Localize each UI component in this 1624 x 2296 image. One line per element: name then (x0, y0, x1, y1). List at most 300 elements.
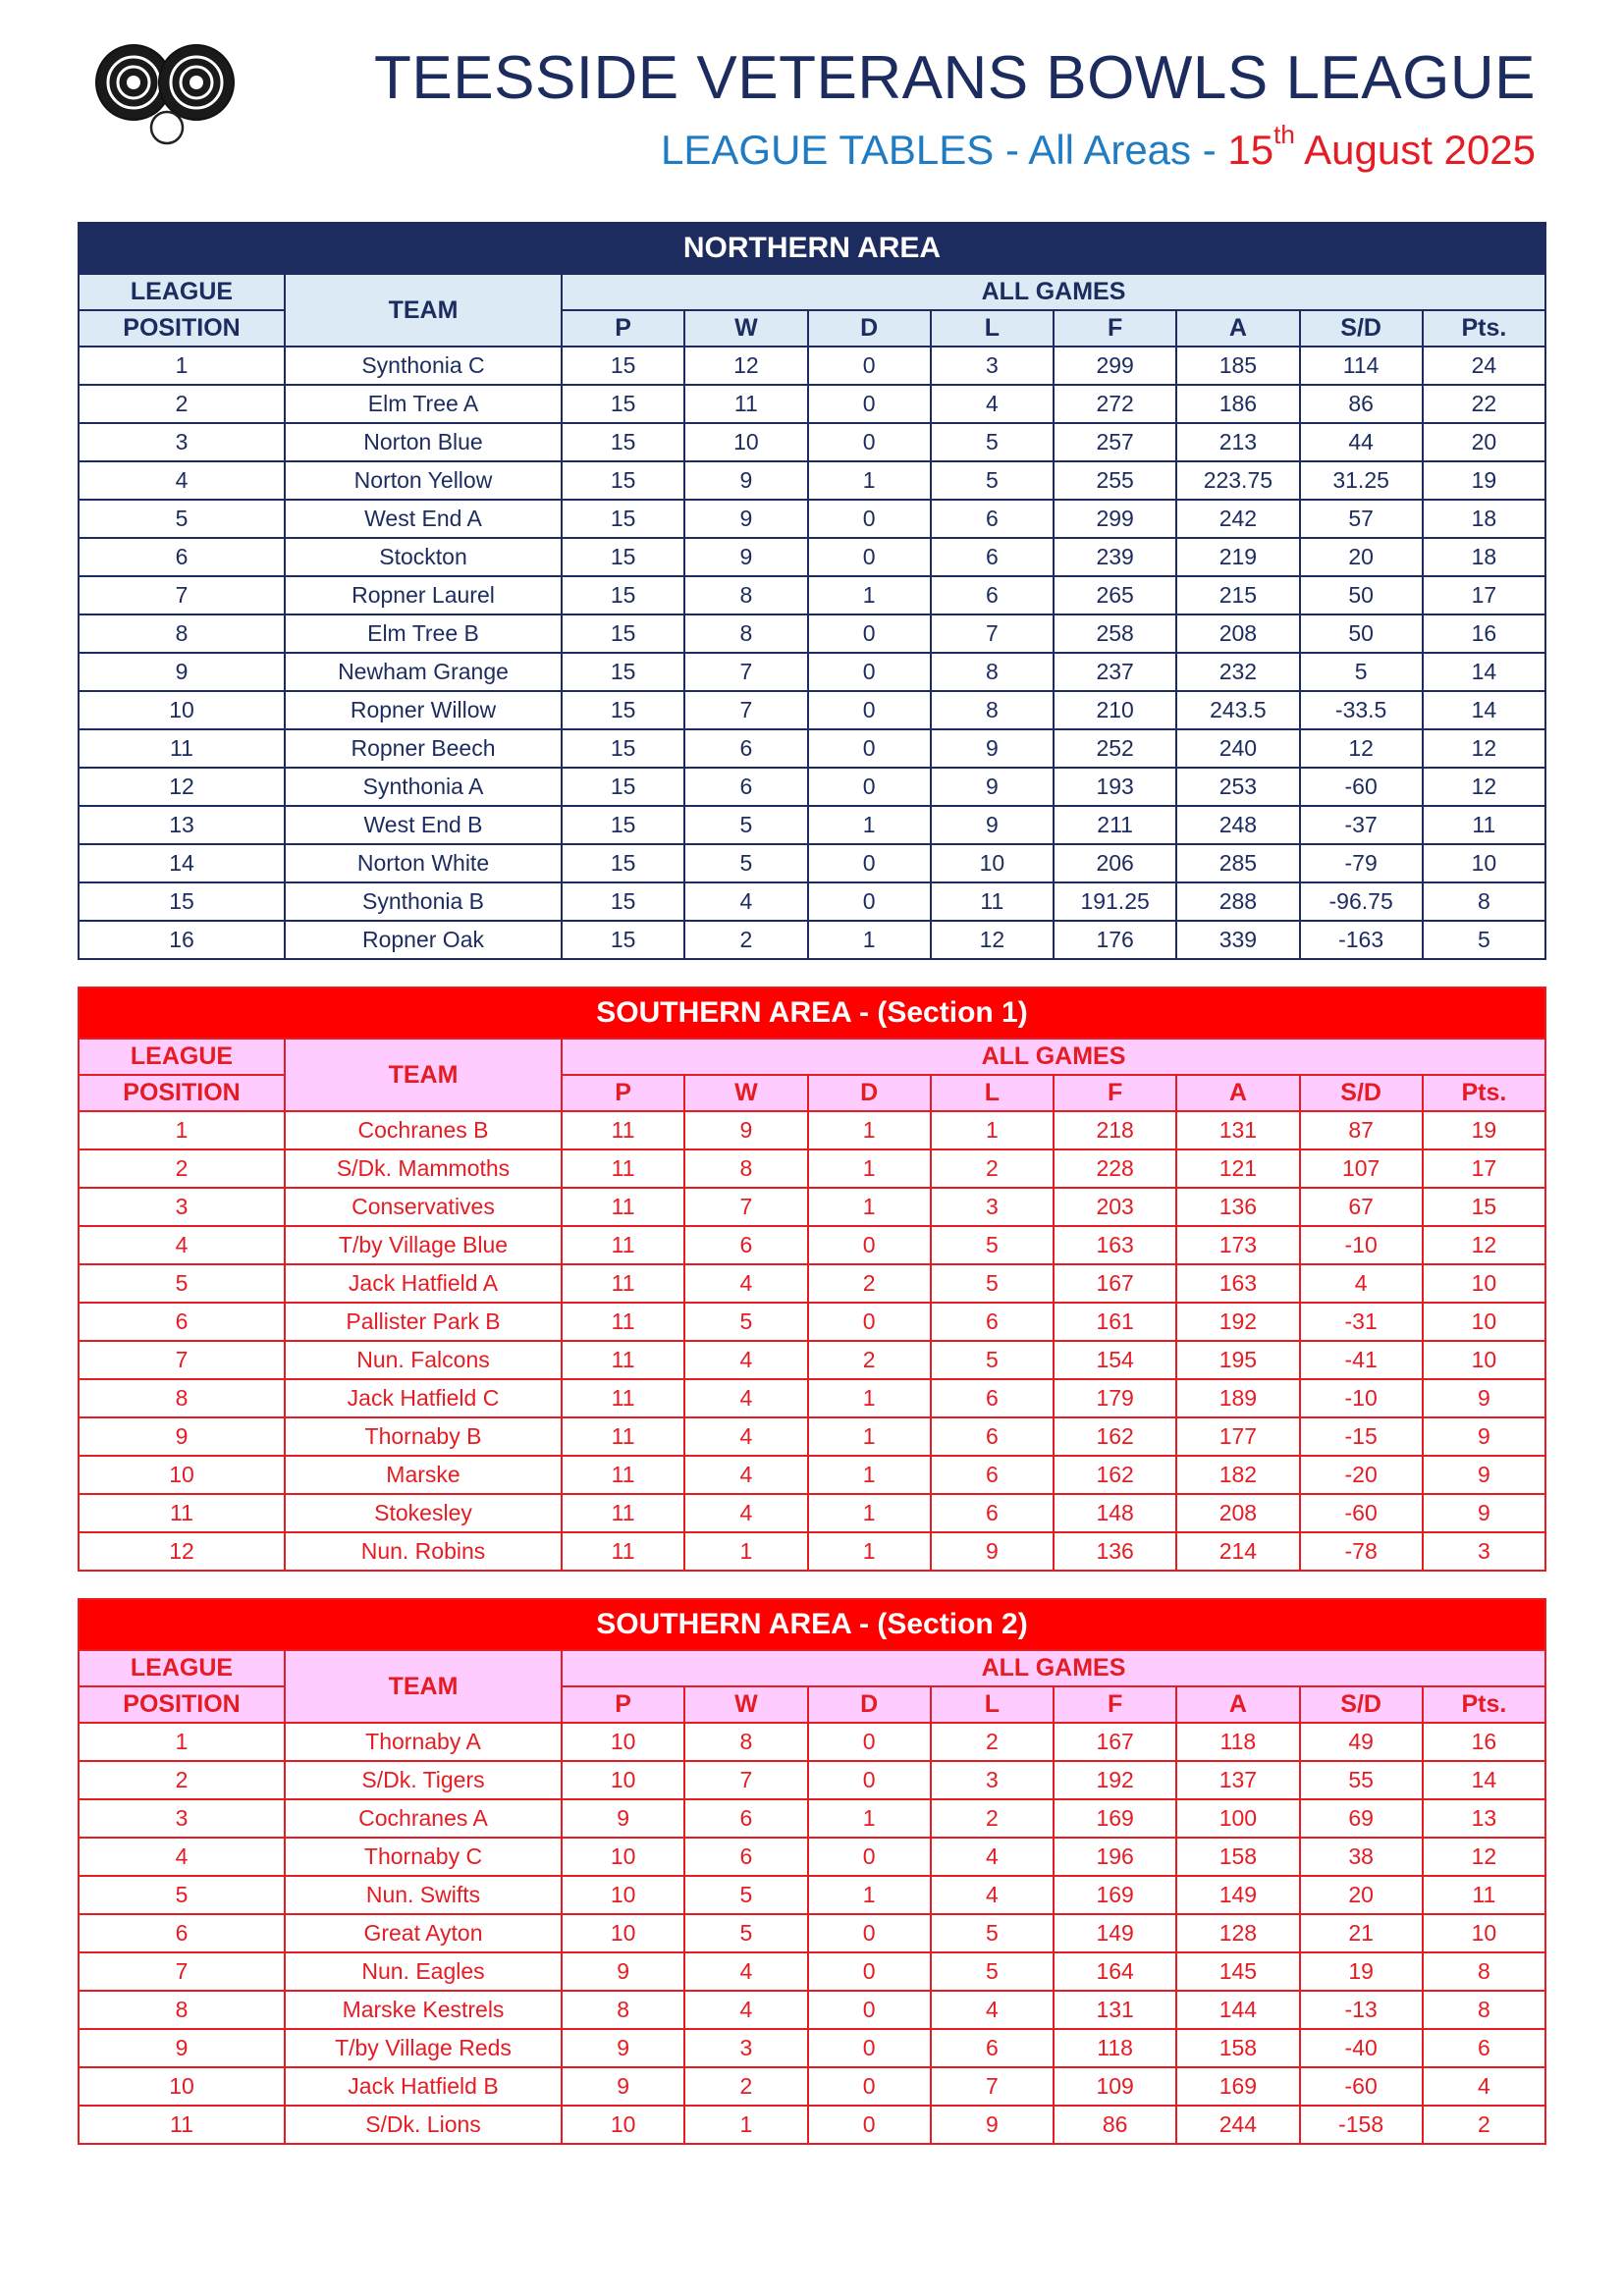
cell-lost: 2 (931, 1799, 1054, 1838)
cell-against: 145 (1176, 1952, 1299, 1991)
cell-team: S/Dk. Lions (285, 2106, 562, 2144)
table-row (79, 1341, 1545, 1379)
cell-drawn: 0 (808, 1226, 931, 1264)
cell-against: 240 (1176, 729, 1299, 768)
table-row (79, 1303, 1545, 1341)
cell-lost: 6 (931, 1303, 1054, 1341)
table-row (79, 1149, 1545, 1188)
cell-drawn: 0 (808, 844, 931, 882)
table-row (79, 729, 1545, 768)
cell-team: Thornaby B (285, 1417, 562, 1456)
cell-team: Cochranes A (285, 1799, 562, 1838)
cell-position: 7 (79, 1952, 285, 1991)
cell-points: 14 (1423, 1761, 1545, 1799)
cell-points: 11 (1423, 806, 1545, 844)
stat-header-for: F (1054, 1686, 1176, 1723)
cell-team: Elm Tree A (285, 385, 562, 423)
cell-team: Thornaby A (285, 1723, 562, 1761)
table-title-section: (Section 1) (877, 996, 1028, 1029)
table-row (79, 653, 1545, 691)
cell-team: Marske Kestrels (285, 1991, 562, 2029)
cell-team: Ropner Laurel (285, 576, 562, 614)
cell-for: 154 (1054, 1341, 1176, 1379)
cell-position: 4 (79, 461, 285, 500)
cell-drawn: 1 (808, 576, 931, 614)
cell-team: Norton Blue (285, 423, 562, 461)
cell-position: 7 (79, 1341, 285, 1379)
table-row (79, 461, 1545, 500)
cell-team: Cochranes B (285, 1111, 562, 1149)
table-row (79, 2067, 1545, 2106)
table-row (79, 1379, 1545, 1417)
stat-header-points: Pts. (1423, 1075, 1545, 1111)
bowls-logo (90, 37, 242, 147)
cell-won: 12 (684, 347, 807, 385)
stat-header-won: W (684, 1686, 807, 1723)
cell-position: 4 (79, 1838, 285, 1876)
cell-against: 189 (1176, 1379, 1299, 1417)
cell-played: 8 (562, 1991, 684, 2029)
cell-shot-difference: -96.75 (1300, 882, 1423, 921)
cell-for: 252 (1054, 729, 1176, 768)
cell-team: Synthonia C (285, 347, 562, 385)
cell-for: 206 (1054, 844, 1176, 882)
cell-lost: 6 (931, 1456, 1054, 1494)
cell-position: 10 (79, 2067, 285, 2106)
cell-shot-difference: -20 (1300, 1456, 1423, 1494)
team-header: TEAM (285, 1650, 562, 1723)
cell-shot-difference: 4 (1300, 1264, 1423, 1303)
cell-won: 4 (684, 1952, 807, 1991)
cell-against: 182 (1176, 1456, 1299, 1494)
cell-team: Conservatives (285, 1188, 562, 1226)
cell-won: 11 (684, 385, 807, 423)
cell-points: 16 (1423, 1723, 1545, 1761)
cell-position: 5 (79, 1264, 285, 1303)
table-title-main: NORTHERN AREA (682, 232, 942, 264)
cell-played: 15 (562, 729, 684, 768)
cell-won: 7 (684, 1188, 807, 1226)
cell-position: 16 (79, 921, 285, 959)
cell-position: 3 (79, 1799, 285, 1838)
cell-shot-difference: 57 (1300, 500, 1423, 538)
cell-for: 131 (1054, 1991, 1176, 2029)
cell-for: 176 (1054, 921, 1176, 959)
team-header: TEAM (285, 1039, 562, 1111)
cell-team: Elm Tree B (285, 614, 562, 653)
stat-header-for: F (1054, 310, 1176, 347)
cell-team: Pallister Park B (285, 1303, 562, 1341)
cell-won: 6 (684, 729, 807, 768)
cell-for: 148 (1054, 1494, 1176, 1532)
cell-won: 8 (684, 1149, 807, 1188)
cell-lost: 6 (931, 538, 1054, 576)
cell-drawn: 0 (808, 1761, 931, 1799)
cell-won: 3 (684, 2029, 807, 2067)
cell-won: 9 (684, 538, 807, 576)
stat-header-shot-difference: S/D (1300, 1075, 1423, 1111)
position-header: POSITION (79, 310, 285, 347)
cell-won: 4 (684, 1417, 807, 1456)
cell-drawn: 0 (808, 1952, 931, 1991)
cell-against: 208 (1176, 1494, 1299, 1532)
cell-played: 11 (562, 1379, 684, 1417)
all-games-header: ALL GAMES (562, 1650, 1545, 1686)
cell-drawn: 0 (808, 1914, 931, 1952)
table-row (79, 921, 1545, 959)
cell-for: 299 (1054, 500, 1176, 538)
cell-position: 15 (79, 882, 285, 921)
table-row (79, 347, 1545, 385)
subtitle-ordinal: th (1273, 120, 1295, 149)
cell-points: 12 (1423, 1226, 1545, 1264)
cell-position: 6 (79, 1914, 285, 1952)
table-row (79, 1532, 1545, 1571)
cell-against: 100 (1176, 1799, 1299, 1838)
table-row (79, 1494, 1545, 1532)
cell-for: 162 (1054, 1456, 1176, 1494)
page-title: TEESSIDE VETERANS BOWLS LEAGUE (374, 44, 1536, 112)
cell-drawn: 1 (808, 1456, 931, 1494)
table-row (79, 538, 1545, 576)
cell-shot-difference: 20 (1300, 1876, 1423, 1914)
cell-won: 7 (684, 653, 807, 691)
cell-shot-difference: 86 (1300, 385, 1423, 423)
cell-played: 10 (562, 1876, 684, 1914)
cell-played: 15 (562, 461, 684, 500)
cell-won: 1 (684, 2106, 807, 2144)
cell-points: 13 (1423, 1799, 1545, 1838)
cell-against: 223.75 (1176, 461, 1299, 500)
table-row (79, 614, 1545, 653)
cell-points: 16 (1423, 614, 1545, 653)
cell-for: 228 (1054, 1149, 1176, 1188)
cell-points: 12 (1423, 729, 1545, 768)
cell-against: 214 (1176, 1532, 1299, 1571)
cell-drawn: 1 (808, 1417, 931, 1456)
cell-drawn: 0 (808, 1723, 931, 1761)
cell-for: 136 (1054, 1532, 1176, 1571)
cell-drawn: 1 (808, 1876, 931, 1914)
cell-played: 11 (562, 1303, 684, 1341)
table-title-section: (Section 2) (877, 1608, 1028, 1640)
table-title-main: SOUTHERN AREA - (596, 996, 878, 1029)
cell-won: 4 (684, 1991, 807, 2029)
cell-for: 167 (1054, 1723, 1176, 1761)
northern-area-table (78, 222, 1546, 960)
cell-won: 5 (684, 1876, 807, 1914)
cell-points: 10 (1423, 1303, 1545, 1341)
cell-played: 15 (562, 653, 684, 691)
stat-header-against: A (1176, 1686, 1299, 1723)
cell-against: 244 (1176, 2106, 1299, 2144)
cell-played: 15 (562, 576, 684, 614)
cell-shot-difference: -60 (1300, 768, 1423, 806)
table-row (79, 1876, 1545, 1914)
cell-lost: 8 (931, 653, 1054, 691)
cell-points: 6 (1423, 2029, 1545, 2067)
cell-lost: 6 (931, 1379, 1054, 1417)
cell-lost: 9 (931, 806, 1054, 844)
cell-won: 7 (684, 691, 807, 729)
cell-shot-difference: 55 (1300, 1761, 1423, 1799)
cell-drawn: 2 (808, 1341, 931, 1379)
cell-drawn: 0 (808, 2029, 931, 2067)
cell-for: 196 (1054, 1838, 1176, 1876)
cell-played: 15 (562, 385, 684, 423)
cell-position: 2 (79, 1149, 285, 1188)
cell-against: 131 (1176, 1111, 1299, 1149)
cell-position: 8 (79, 1379, 285, 1417)
cell-for: 203 (1054, 1188, 1176, 1226)
table-row (79, 385, 1545, 423)
cell-drawn: 0 (808, 882, 931, 921)
cell-shot-difference: 5 (1300, 653, 1423, 691)
table-row (79, 1111, 1545, 1149)
cell-won: 8 (684, 576, 807, 614)
cell-lost: 5 (931, 1341, 1054, 1379)
cell-points: 2 (1423, 2106, 1545, 2144)
cell-lost: 8 (931, 691, 1054, 729)
cell-drawn: 0 (808, 614, 931, 653)
cell-shot-difference: -40 (1300, 2029, 1423, 2067)
stat-header-lost: L (931, 1075, 1054, 1111)
cell-points: 15 (1423, 1188, 1545, 1226)
cell-team: Jack Hatfield B (285, 2067, 562, 2106)
cell-against: 195 (1176, 1341, 1299, 1379)
cell-for: 167 (1054, 1264, 1176, 1303)
cell-points: 12 (1423, 1838, 1545, 1876)
subtitle-month-year: August 2025 (1294, 127, 1536, 173)
cell-points: 9 (1423, 1494, 1545, 1532)
cell-points: 10 (1423, 1264, 1545, 1303)
cell-for: 210 (1054, 691, 1176, 729)
cell-played: 15 (562, 614, 684, 653)
cell-position: 3 (79, 1188, 285, 1226)
cell-drawn: 0 (808, 538, 931, 576)
cell-lost: 5 (931, 1226, 1054, 1264)
league-header: LEAGUE (79, 1039, 285, 1075)
cell-team: Marske (285, 1456, 562, 1494)
cell-team: Norton Yellow (285, 461, 562, 500)
cell-points: 10 (1423, 1341, 1545, 1379)
stat-header-won: W (684, 310, 807, 347)
cell-against: 121 (1176, 1149, 1299, 1188)
table-row (79, 1991, 1545, 2029)
cell-drawn: 0 (808, 653, 931, 691)
cell-for: 118 (1054, 2029, 1176, 2067)
cell-against: 339 (1176, 921, 1299, 959)
cell-lost: 5 (931, 1914, 1054, 1952)
cell-lost: 3 (931, 347, 1054, 385)
cell-for: 265 (1054, 576, 1176, 614)
cell-team: T/by Village Reds (285, 2029, 562, 2067)
cell-drawn: 0 (808, 2067, 931, 2106)
southern-area-section-2-table (78, 1598, 1546, 2145)
cell-drawn: 1 (808, 1532, 931, 1571)
cell-drawn: 1 (808, 1188, 931, 1226)
cell-against: 136 (1176, 1188, 1299, 1226)
cell-lost: 9 (931, 2106, 1054, 2144)
cell-shot-difference: -10 (1300, 1379, 1423, 1417)
cell-lost: 3 (931, 1761, 1054, 1799)
cell-points: 12 (1423, 768, 1545, 806)
cell-for: 218 (1054, 1111, 1176, 1149)
cell-drawn: 0 (808, 1303, 931, 1341)
cell-team: S/Dk. Tigers (285, 1761, 562, 1799)
subtitle-date (1227, 120, 1536, 173)
table-row (79, 844, 1545, 882)
cell-played: 10 (562, 2106, 684, 2144)
cell-points: 11 (1423, 1876, 1545, 1914)
cell-against: 213 (1176, 423, 1299, 461)
cell-position: 6 (79, 1303, 285, 1341)
cell-against: 144 (1176, 1991, 1299, 2029)
cell-points: 10 (1423, 844, 1545, 882)
table-row (79, 2029, 1545, 2067)
cell-position: 5 (79, 1876, 285, 1914)
cell-against: 232 (1176, 653, 1299, 691)
cell-drawn: 2 (808, 1264, 931, 1303)
cell-points: 22 (1423, 385, 1545, 423)
cell-played: 11 (562, 1494, 684, 1532)
cell-against: 288 (1176, 882, 1299, 921)
cell-won: 4 (684, 882, 807, 921)
cell-points: 17 (1423, 1149, 1545, 1188)
cell-won: 9 (684, 1111, 807, 1149)
cell-played: 15 (562, 844, 684, 882)
table-row (79, 768, 1545, 806)
cell-played: 15 (562, 538, 684, 576)
cell-won: 2 (684, 921, 807, 959)
cell-team: Ropner Willow (285, 691, 562, 729)
cell-played: 11 (562, 1341, 684, 1379)
table-row (79, 1914, 1545, 1952)
cell-points: 4 (1423, 2067, 1545, 2106)
stat-header-against: A (1176, 1075, 1299, 1111)
stat-header-drawn: D (808, 1075, 931, 1111)
cell-for: 237 (1054, 653, 1176, 691)
cell-lost: 2 (931, 1723, 1054, 1761)
cell-against: 118 (1176, 1723, 1299, 1761)
cell-drawn: 1 (808, 1379, 931, 1417)
cell-for: 257 (1054, 423, 1176, 461)
table-row (79, 1188, 1545, 1226)
stat-header-against: A (1176, 310, 1299, 347)
cell-won: 7 (684, 1761, 807, 1799)
cell-played: 15 (562, 423, 684, 461)
cell-drawn: 0 (808, 768, 931, 806)
cell-lost: 2 (931, 1149, 1054, 1188)
cell-shot-difference: 107 (1300, 1149, 1423, 1188)
cell-shot-difference: 44 (1300, 423, 1423, 461)
table-row (79, 1952, 1545, 1991)
cell-won: 9 (684, 461, 807, 500)
cell-shot-difference: 21 (1300, 1914, 1423, 1952)
cell-won: 5 (684, 844, 807, 882)
table-row (79, 500, 1545, 538)
cell-played: 15 (562, 691, 684, 729)
cell-lost: 4 (931, 385, 1054, 423)
cell-points: 8 (1423, 1952, 1545, 1991)
cell-played: 15 (562, 768, 684, 806)
cell-team: Synthonia A (285, 768, 562, 806)
stat-header-drawn: D (808, 310, 931, 347)
cell-drawn: 0 (808, 1991, 931, 2029)
table-row (79, 423, 1545, 461)
cell-for: 109 (1054, 2067, 1176, 2106)
table-body (79, 1111, 1545, 1571)
cell-shot-difference: -10 (1300, 1226, 1423, 1264)
table-row (79, 2106, 1545, 2144)
cell-points: 3 (1423, 1532, 1545, 1571)
stat-header-played: P (562, 310, 684, 347)
cell-played: 9 (562, 2029, 684, 2067)
stat-header-lost: L (931, 310, 1054, 347)
cell-lost: 4 (931, 1991, 1054, 2029)
cell-shot-difference: -37 (1300, 806, 1423, 844)
stat-header-lost: L (931, 1686, 1054, 1723)
cell-lost: 5 (931, 461, 1054, 500)
cell-against: 253 (1176, 768, 1299, 806)
cell-against: 243.5 (1176, 691, 1299, 729)
stat-header-points: Pts. (1423, 310, 1545, 347)
cell-against: 192 (1176, 1303, 1299, 1341)
cell-position: 1 (79, 347, 285, 385)
cell-played: 9 (562, 1952, 684, 1991)
stat-header-shot-difference: S/D (1300, 1686, 1423, 1723)
cell-won: 8 (684, 614, 807, 653)
cell-points: 9 (1423, 1417, 1545, 1456)
cell-won: 6 (684, 1838, 807, 1876)
league-header: LEAGUE (79, 1650, 285, 1686)
cell-for: 163 (1054, 1226, 1176, 1264)
cell-against: 173 (1176, 1226, 1299, 1264)
stat-header-shot-difference: S/D (1300, 310, 1423, 347)
cell-points: 14 (1423, 691, 1545, 729)
cell-played: 11 (562, 1149, 684, 1188)
cell-for: 192 (1054, 1761, 1176, 1799)
table-row (79, 1226, 1545, 1264)
table-row (79, 691, 1545, 729)
cell-shot-difference: 31.25 (1300, 461, 1423, 500)
table-row (79, 1723, 1545, 1761)
cell-for: 191.25 (1054, 882, 1176, 921)
cell-position: 2 (79, 1761, 285, 1799)
cell-lost: 6 (931, 2029, 1054, 2067)
cell-drawn: 0 (808, 423, 931, 461)
cell-lost: 5 (931, 423, 1054, 461)
cell-points: 8 (1423, 882, 1545, 921)
cell-drawn: 1 (808, 461, 931, 500)
cell-won: 4 (684, 1341, 807, 1379)
cell-points: 10 (1423, 1914, 1545, 1952)
cell-for: 169 (1054, 1876, 1176, 1914)
cell-team: West End B (285, 806, 562, 844)
cell-shot-difference: -15 (1300, 1417, 1423, 1456)
cell-for: 162 (1054, 1417, 1176, 1456)
cell-won: 5 (684, 806, 807, 844)
cell-position: 3 (79, 423, 285, 461)
cell-drawn: 1 (808, 1494, 931, 1532)
cell-lost: 5 (931, 1264, 1054, 1303)
cell-shot-difference: -31 (1300, 1303, 1423, 1341)
cell-position: 2 (79, 385, 285, 423)
cell-against: 158 (1176, 2029, 1299, 2067)
cell-team: T/by Village Blue (285, 1226, 562, 1264)
cell-for: 169 (1054, 1799, 1176, 1838)
cell-drawn: 0 (808, 347, 931, 385)
